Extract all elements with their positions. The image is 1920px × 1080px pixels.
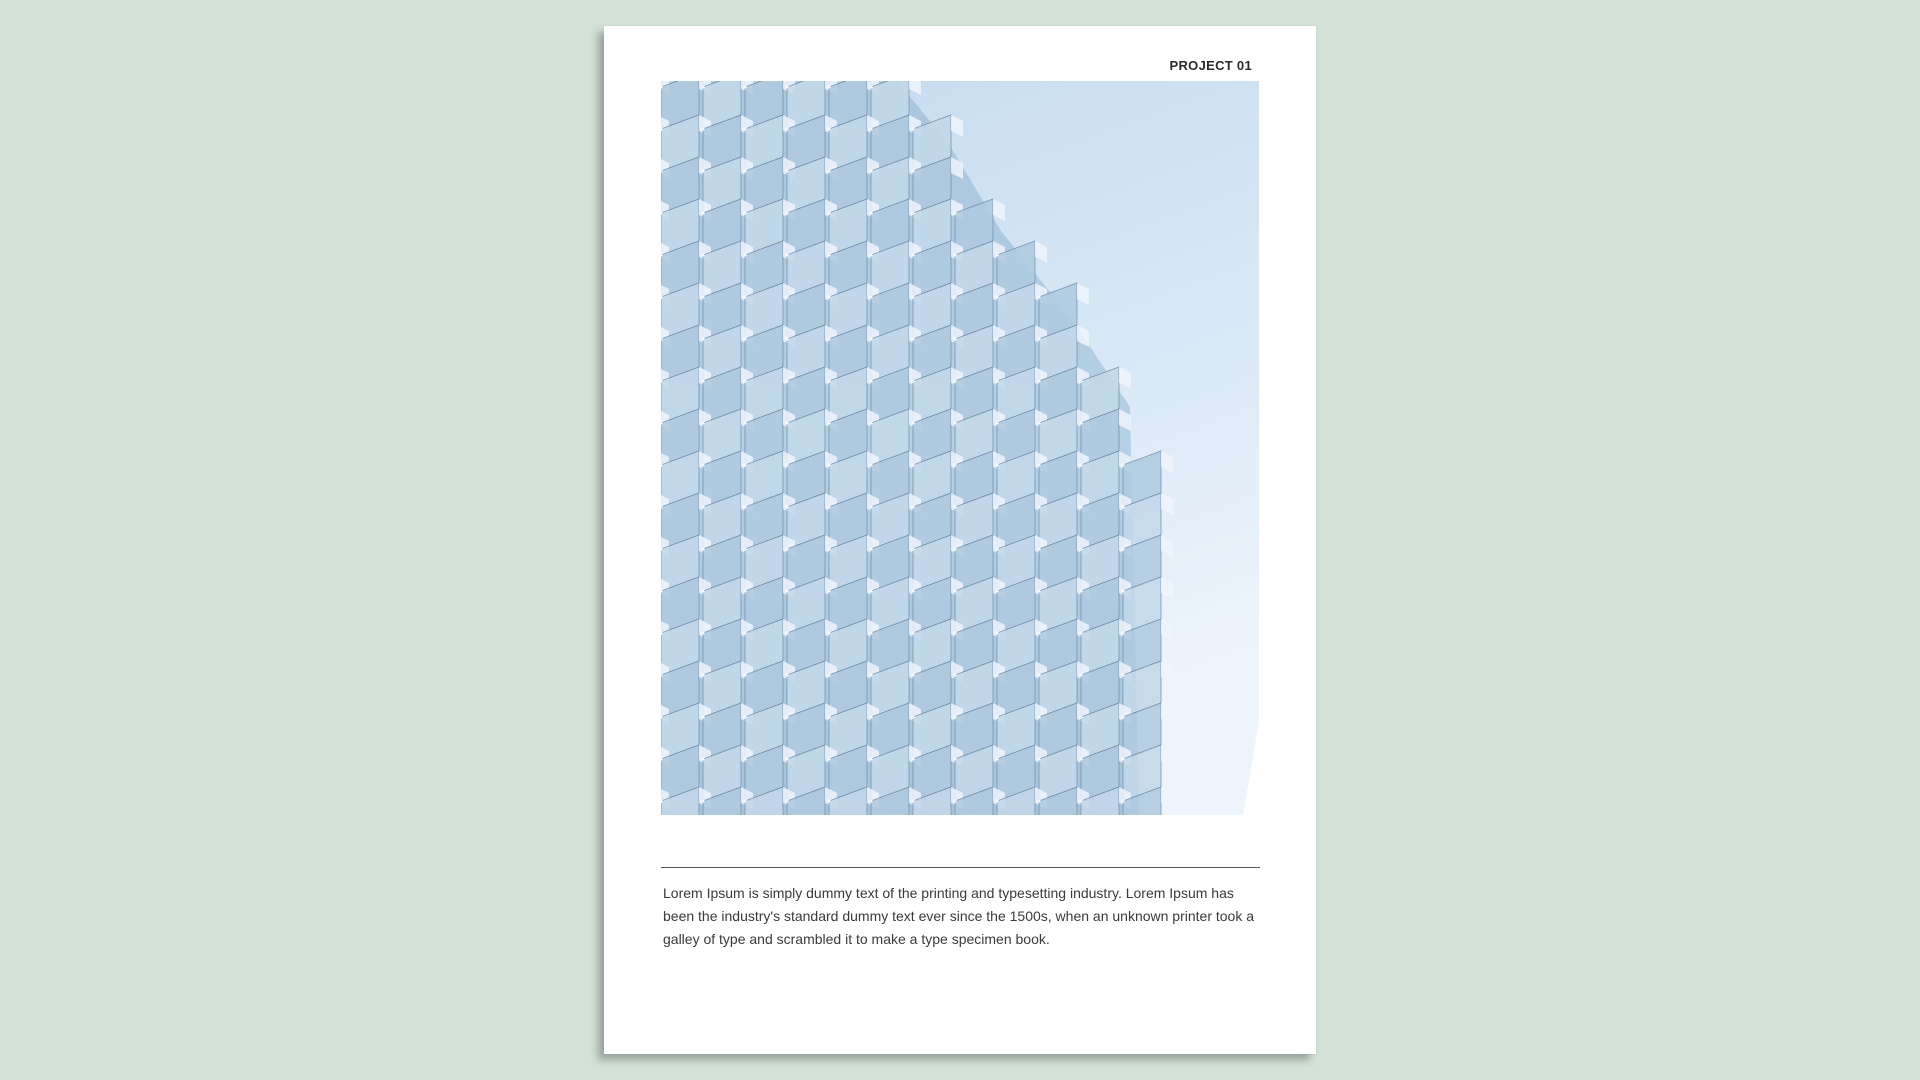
document-page <box>604 26 1316 1054</box>
panel-joint <box>953 631 956 634</box>
panel-joint <box>1079 631 1082 634</box>
panel-joint <box>785 295 788 298</box>
panel-joint <box>785 379 788 382</box>
panel-joint <box>785 757 788 760</box>
panel-joint <box>911 127 914 130</box>
panel-joint <box>1037 799 1040 802</box>
panel-joint <box>785 421 788 424</box>
panel-joint <box>827 799 830 802</box>
panel-joint <box>701 799 704 802</box>
panel-joint <box>995 421 998 424</box>
panel-joint <box>1079 589 1082 592</box>
panel-joint <box>743 715 746 718</box>
panel-joint <box>911 589 914 592</box>
panel-joint <box>1037 463 1040 466</box>
panel-joint <box>743 589 746 592</box>
project-label: PROJECT 01 <box>1169 58 1252 73</box>
panel-joint <box>743 799 746 802</box>
divider-line <box>661 867 1260 868</box>
panel-joint <box>995 379 998 382</box>
panel-joint <box>1121 505 1124 508</box>
facade-illustration <box>661 81 1259 815</box>
panel-joint <box>701 547 704 550</box>
panel-joint <box>827 631 830 634</box>
panel-joint <box>995 337 998 340</box>
panel-joint <box>1037 631 1040 634</box>
panel-joint <box>869 85 872 88</box>
panel-joint <box>911 253 914 256</box>
panel-joint <box>1121 715 1124 718</box>
panel-joint <box>953 715 956 718</box>
panel-joint <box>1037 673 1040 676</box>
panel-joint <box>953 463 956 466</box>
panel-joint <box>785 715 788 718</box>
panel-joint <box>827 169 830 172</box>
panel-joint <box>995 799 998 802</box>
panel-joint <box>827 253 830 256</box>
panel-joint <box>1037 757 1040 760</box>
panel-joint <box>743 169 746 172</box>
panel-joint <box>827 715 830 718</box>
panel-joint <box>701 631 704 634</box>
panel-joint <box>743 505 746 508</box>
panel-joint <box>911 631 914 634</box>
panel-joint <box>953 421 956 424</box>
panel-joint <box>701 337 704 340</box>
panel-joint <box>1037 715 1040 718</box>
panel-joint <box>995 631 998 634</box>
panel-joint <box>827 463 830 466</box>
panel-joint <box>953 799 956 802</box>
panel-joint <box>911 211 914 214</box>
panel-joint <box>869 379 872 382</box>
panel-joint <box>743 337 746 340</box>
panel-joint <box>911 799 914 802</box>
panel-joint <box>827 379 830 382</box>
panel-joint <box>743 85 746 88</box>
panel-joint <box>869 547 872 550</box>
panel-joint <box>785 85 788 88</box>
panel-joint <box>701 85 704 88</box>
panel-joint <box>1037 421 1040 424</box>
panel-joint <box>1079 421 1082 424</box>
panel-joint <box>995 589 998 592</box>
panel-joint <box>827 421 830 424</box>
building-facade-photo <box>661 81 1259 815</box>
panel-joint <box>1121 547 1124 550</box>
panel-joint <box>911 715 914 718</box>
panel-joint <box>785 127 788 130</box>
panel-joint <box>869 127 872 130</box>
panel-joint <box>869 169 872 172</box>
panel-joint <box>911 295 914 298</box>
panel-joint <box>869 589 872 592</box>
panel-joint <box>827 673 830 676</box>
panel-joint <box>953 253 956 256</box>
panel-joint <box>827 589 830 592</box>
panel-joint <box>953 337 956 340</box>
panel-joint <box>701 463 704 466</box>
panel-joint <box>701 715 704 718</box>
panel-joint <box>827 337 830 340</box>
panel-joint <box>1121 463 1124 466</box>
panel-joint <box>701 589 704 592</box>
panel-joint <box>827 295 830 298</box>
panel-joint <box>869 631 872 634</box>
panel-joint <box>953 505 956 508</box>
panel-joint <box>953 211 956 214</box>
panel-joint <box>743 547 746 550</box>
panel-joint <box>701 379 704 382</box>
panel-joint <box>785 463 788 466</box>
panel-joint <box>995 463 998 466</box>
panel-joint <box>1121 673 1124 676</box>
panel-joint <box>827 547 830 550</box>
panel-joint <box>785 631 788 634</box>
panel-joint <box>1121 589 1124 592</box>
panel-joint <box>869 295 872 298</box>
panel-joint <box>785 211 788 214</box>
panel-joint <box>743 127 746 130</box>
panel-joint <box>701 757 704 760</box>
panel-joint <box>743 673 746 676</box>
panel-joint <box>785 589 788 592</box>
panel-joint <box>995 547 998 550</box>
panel-joint <box>911 505 914 508</box>
panel-joint <box>869 463 872 466</box>
panel-joint <box>1079 379 1082 382</box>
panel-joint <box>1037 589 1040 592</box>
panel-joint <box>911 757 914 760</box>
panel-joint <box>911 337 914 340</box>
panel-joint <box>869 421 872 424</box>
panel-joint <box>1079 715 1082 718</box>
panel-joint <box>1121 799 1124 802</box>
body-paragraph: Lorem Ipsum is simply dummy text of the printing and typesetting industry. Lorem Ipsum has been the industry's standard dummy text ever since the 1500s, when an unknown printer took a galley of type and scrambled it to make a type specimen book. <box>663 885 1255 947</box>
panel-joint <box>995 295 998 298</box>
panel-joint <box>701 421 704 424</box>
panel-joint <box>743 211 746 214</box>
panel-joint <box>743 379 746 382</box>
panel-joint <box>869 211 872 214</box>
panel-joint <box>701 211 704 214</box>
panel-joint <box>911 379 914 382</box>
panel-joint <box>995 253 998 256</box>
panel-joint <box>911 421 914 424</box>
panel-joint <box>1037 379 1040 382</box>
panel-joint <box>701 505 704 508</box>
panel-joint <box>953 757 956 760</box>
panel-joint <box>701 169 704 172</box>
panel-joint <box>869 757 872 760</box>
panel-joint <box>869 715 872 718</box>
panel-joint <box>1121 631 1124 634</box>
panel-joint <box>1037 337 1040 340</box>
panel-joint <box>785 799 788 802</box>
panel-joint <box>1079 463 1082 466</box>
panel-joint <box>701 253 704 256</box>
panel-joint <box>953 379 956 382</box>
panel-joint <box>953 589 956 592</box>
panel-joint <box>1037 547 1040 550</box>
panel-joint <box>1037 295 1040 298</box>
panel-joint <box>785 505 788 508</box>
panel-joint <box>701 673 704 676</box>
panel-joint <box>1079 757 1082 760</box>
panel-joint <box>785 673 788 676</box>
panel-joint <box>785 337 788 340</box>
panel-joint <box>1079 799 1082 802</box>
panel-joint <box>911 463 914 466</box>
panel-joint <box>743 631 746 634</box>
panel-joint <box>953 295 956 298</box>
panel-joint <box>743 295 746 298</box>
panel-joint <box>911 169 914 172</box>
panel-joint <box>701 127 704 130</box>
panel-joint <box>743 463 746 466</box>
panel-joint <box>953 673 956 676</box>
panel-joint <box>827 211 830 214</box>
panel-joint <box>869 337 872 340</box>
panel-joint <box>995 757 998 760</box>
panel-joint <box>1079 547 1082 550</box>
panel-joint <box>911 547 914 550</box>
panel-joint <box>869 253 872 256</box>
panel-joint <box>827 757 830 760</box>
panel-joint <box>1079 505 1082 508</box>
panel-joint <box>701 295 704 298</box>
panel-joint <box>785 547 788 550</box>
panel-joint <box>743 421 746 424</box>
panel-joint <box>995 505 998 508</box>
panel-joint <box>785 169 788 172</box>
panel-joint <box>827 505 830 508</box>
panel-joint <box>1037 505 1040 508</box>
panel-joint <box>1079 673 1082 676</box>
panel-joint <box>743 253 746 256</box>
panel-joint <box>953 547 956 550</box>
panel-joint <box>995 673 998 676</box>
panel-joint <box>869 673 872 676</box>
panel-joint <box>869 505 872 508</box>
panel-joint <box>911 673 914 676</box>
panel-joint <box>743 757 746 760</box>
panel-joint <box>827 85 830 88</box>
panel-joint <box>1121 757 1124 760</box>
panel-joint <box>869 799 872 802</box>
panel-joint <box>827 127 830 130</box>
panel-joint <box>785 253 788 256</box>
panel-joint <box>995 715 998 718</box>
